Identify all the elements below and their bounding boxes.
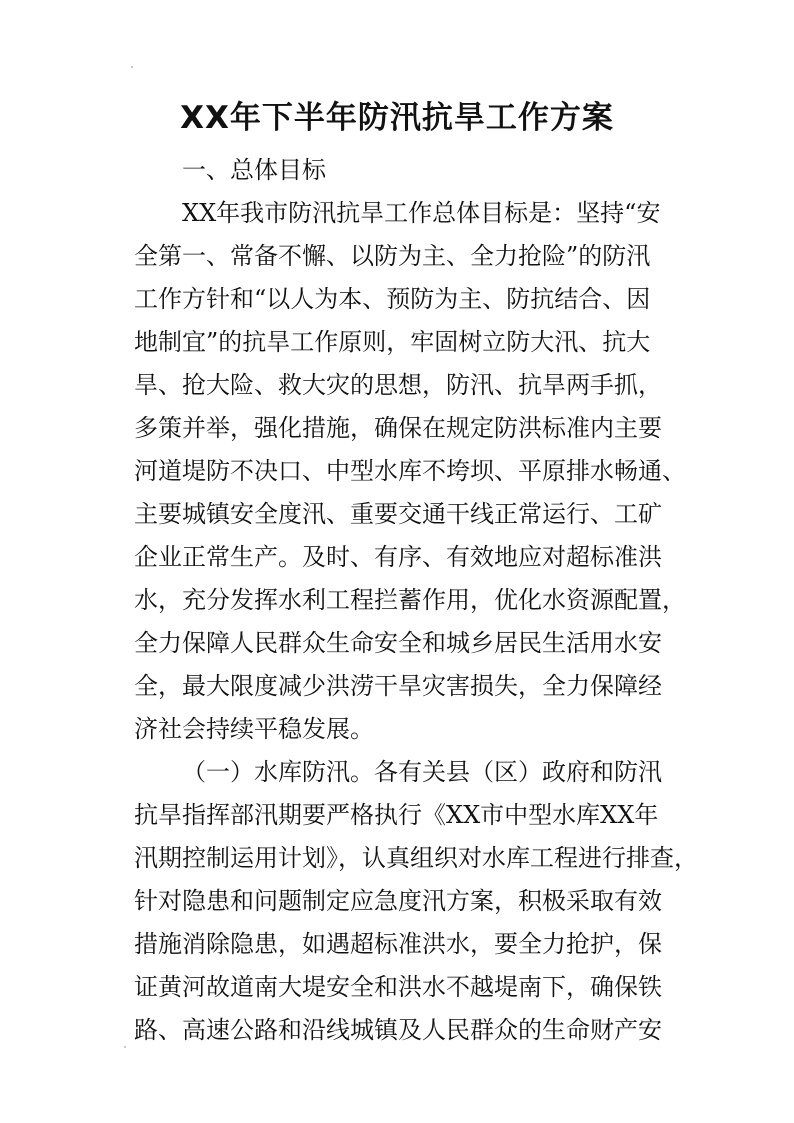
paragraph-line: 旱、抢大险、救大灾的思想，防汛、抗旱两手抓， — [134, 371, 662, 399]
paragraph-line: 主要城镇安全度汛、重要交通干线正常运行、工矿 — [134, 500, 662, 528]
paragraph-line: 工作方针和“以人为本、预防为主、防抗结合、因 — [134, 285, 651, 313]
paragraph-line: 全第一、常备不懈、以防为主、全力抢险”的防汛 — [134, 242, 651, 270]
document-title: XX年下半年防汛抗旱工作方案 — [180, 100, 614, 136]
paragraph-line: 措施消除隐患，如遇超标准洪水，要全力抢护，保 — [134, 930, 662, 958]
paragraph-line: 河道堤防不决口、中型水库不垮坝、平原排水畅通、 — [134, 457, 686, 485]
scan-speck — [131, 66, 133, 68]
paragraph-line: 地制宜”的抗旱工作原则，牢固树立防大汛、抗大 — [134, 328, 651, 356]
paragraph-line: XX年我市防汛抗旱工作总体目标是：坚持“安 — [182, 199, 661, 227]
paragraph-line: 全力保障人民群众生命安全和城乡居民生活用水安 — [134, 629, 662, 657]
paragraph-line: 全，最大限度减少洪涝干旱灾害损失，全力保障经 — [134, 672, 662, 700]
paragraph-line: 水，充分发挥水利工程拦蓄作用，优化水资源配置， — [134, 586, 686, 614]
section-heading: 一、总体目标 — [182, 156, 326, 184]
paragraph-line: 多策并举，强化措施，确保在规定防洪标准内主要 — [134, 414, 662, 442]
paragraph-line: 证黄河故道南大堤安全和洪水不越堤南下，确保铁 — [134, 973, 662, 1001]
paragraph-line: 济社会持续平稳发展。 — [134, 715, 374, 743]
paragraph-line: （一）水库防汛。各有关县（区）政府和防汛 — [182, 758, 662, 786]
paragraph-line: 针对隐患和问题制定应急度汛方案，积极采取有效 — [134, 887, 662, 915]
scan-speck — [124, 1046, 126, 1048]
paragraph-line: 路、高速公路和沿线城镇及人民群众的生命财产安 — [134, 1016, 662, 1044]
paragraph-line: 汛期控制运用计划》，认真组织对水库工程进行排查， — [134, 844, 698, 872]
paragraph-line: 抗旱指挥部汛期要严格执行《XX市中型水库XX年 — [134, 801, 659, 829]
paragraph-line: 企业正常生产。及时、有序、有效地应对超标准洪 — [134, 543, 662, 571]
